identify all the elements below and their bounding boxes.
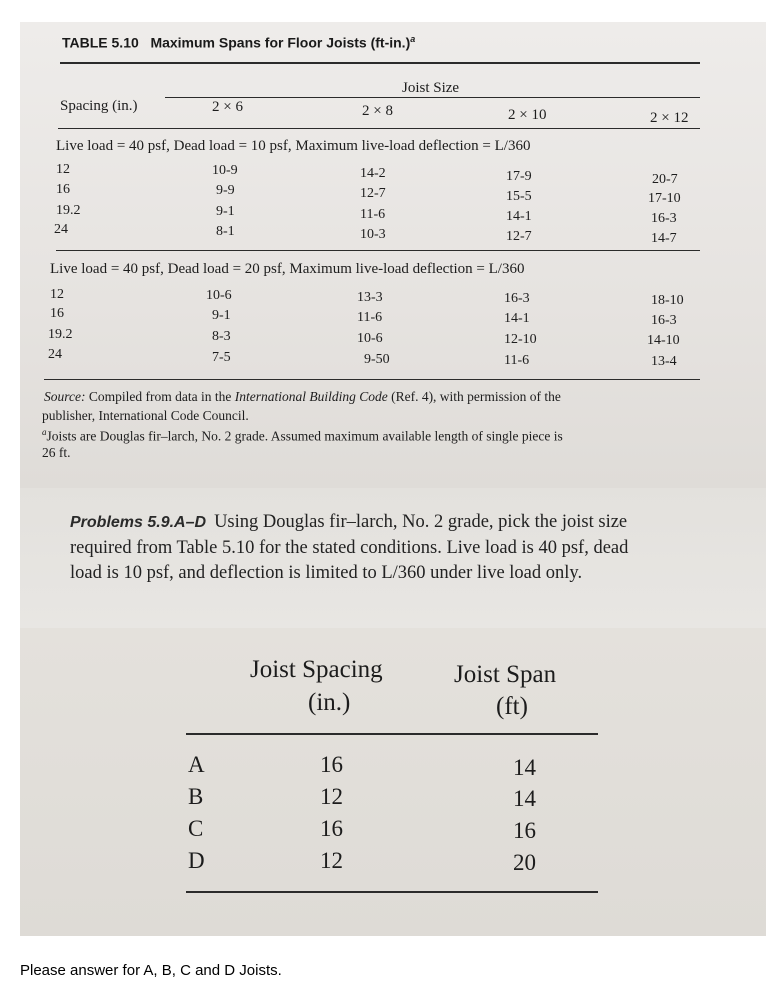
g1-r2-2x12: 17-10 <box>648 191 681 206</box>
g2-r1-2x8: 13-3 <box>357 290 383 305</box>
g1-r3-2x12: 16-3 <box>651 211 677 226</box>
g1-r4-2x10: 12-7 <box>506 229 532 244</box>
table-title <box>62 34 415 51</box>
g2-r3-2x8: 10-6 <box>357 331 383 346</box>
table-top-rule <box>60 62 700 64</box>
g2-r2-spacing: 16 <box>50 306 64 321</box>
g2-r4-2x6: 7-5 <box>212 350 231 365</box>
row-a-span: 14 <box>513 755 536 780</box>
g2-r4-2x8: 9-50 <box>364 352 390 367</box>
source-text-1: Compiled from data in the <box>88 389 232 404</box>
g2-r2-2x8: 11-6 <box>357 310 383 325</box>
g1-r1-2x12: 20-7 <box>652 172 678 187</box>
g2-r2-2x6: 9-1 <box>212 308 231 323</box>
joist-size-header: Joist Size <box>402 80 460 96</box>
joist-span-header: Joist Span <box>454 661 557 688</box>
g1-r4-spacing: 24 <box>54 222 68 237</box>
footnote-mark: a <box>42 427 47 437</box>
g2-r1-2x12: 18-10 <box>651 293 684 308</box>
row-c-spacing: 16 <box>320 816 343 841</box>
problem-line2: required from Table 5.10 for the stated conditions. Live load is 40 psf, dead <box>70 538 629 558</box>
joist-spacing-unit: (in.) <box>308 689 351 716</box>
row-b-spacing: 12 <box>320 784 343 809</box>
group1-heading: Live load = 40 psf, Dead load = 10 psf, Maximum live-load deflection = L/360 <box>56 138 531 154</box>
source-text-2: (Ref. 4), with permission of the <box>391 389 561 404</box>
row-d-span: 20 <box>513 850 536 875</box>
joist-span-unit: (ft) <box>496 693 528 720</box>
g2-r1-2x6: 10-6 <box>206 288 232 303</box>
g1-r1-2x8: 14-2 <box>360 166 386 181</box>
spacing-header: Spacing (in.) <box>60 98 138 114</box>
g1-r3-2x10: 14-1 <box>506 209 532 224</box>
g2-r3-spacing: 19.2 <box>48 327 73 342</box>
g1-r4-2x12: 14-7 <box>651 231 677 246</box>
question-caption: Please answer for A, B, C and D Joists. <box>20 962 282 979</box>
size-2x10-header: 2 × 10 <box>508 107 547 123</box>
g1-r3-2x8: 11-6 <box>360 207 386 222</box>
g1-r2-2x6: 9-9 <box>216 183 235 198</box>
problem-text-1: Using Douglas fir–larch, No. 2 grade, pick the joist size <box>214 512 628 532</box>
row-a-label: A <box>188 752 205 777</box>
group2-heading: Live load = 40 psf, Dead load = 20 psf, Maximum live-load deflection = L/360 <box>50 261 525 277</box>
header-bottom-rule <box>58 128 700 129</box>
g2-r3-2x10: 12-10 <box>504 332 537 347</box>
conditions-photo-section <box>20 628 766 936</box>
table-title-text: Maximum Spans for Floor Joists (ft-in.) <box>150 34 411 51</box>
g2-r2-2x10: 14-1 <box>504 311 530 326</box>
size-2x12-header: 2 × 12 <box>650 110 689 126</box>
g2-r3-2x6: 8-3 <box>212 329 231 344</box>
g1-r2-spacing: 16 <box>56 182 70 197</box>
g1-r3-2x6: 9-1 <box>216 204 235 219</box>
group-divider-rule <box>56 250 700 251</box>
size-2x6-header: 2 × 6 <box>212 99 243 115</box>
conditions-header-rule <box>186 733 598 735</box>
row-c-label: C <box>188 816 204 841</box>
conditions-bottom-rule <box>186 891 598 893</box>
table-title-sup: a <box>410 34 416 44</box>
footnote-text: Joists are Douglas fir–larch, No. 2 grade. Assumed maximum available length of single piece is <box>46 428 563 444</box>
table-number: TABLE 5.10 <box>62 34 139 51</box>
problem-line3: load is 10 psf, and deflection is limited to L/360 under live load only. <box>70 563 583 583</box>
g1-r4-2x8: 10-3 <box>360 227 386 242</box>
table-bottom-rule <box>44 379 700 380</box>
g2-r1-spacing: 12 <box>50 287 64 302</box>
g2-r3-2x12: 14-10 <box>647 333 680 348</box>
g2-r4-2x12: 13-4 <box>651 354 677 369</box>
g2-r4-2x10: 11-6 <box>504 353 530 368</box>
row-d-spacing: 12 <box>320 848 343 873</box>
source-note-line2: publisher, International Code Council. <box>42 408 249 423</box>
textbook-photo <box>20 22 766 936</box>
footnote-line2: 26 ft. <box>42 445 71 460</box>
row-a-spacing: 16 <box>320 752 343 777</box>
g1-r1-2x6: 10-9 <box>212 163 238 178</box>
row-d-label: D <box>188 848 205 873</box>
problem-label: Problems 5.9.A–D <box>70 514 207 531</box>
g1-r4-2x6: 8-1 <box>216 224 235 239</box>
footnote-line1 <box>42 427 563 445</box>
g2-r2-2x12: 16-3 <box>651 313 677 328</box>
source-note-line1 <box>44 389 561 405</box>
source-book-title: International Building Code <box>234 389 388 404</box>
problem-line1 <box>70 512 627 533</box>
row-c-span: 16 <box>513 818 536 843</box>
g2-r4-spacing: 24 <box>48 347 62 362</box>
g1-r3-spacing: 19.2 <box>56 203 81 218</box>
size-2x8-header: 2 × 8 <box>362 103 393 119</box>
g2-r1-2x10: 16-3 <box>504 291 530 306</box>
g1-r1-2x10: 17-9 <box>506 169 532 184</box>
source-label: Source: <box>44 389 86 404</box>
joist-spacing-header: Joist Spacing <box>250 656 383 683</box>
g1-r2-2x10: 15-5 <box>506 189 532 204</box>
g1-r1-spacing: 12 <box>56 162 70 177</box>
row-b-label: B <box>188 784 204 809</box>
g1-r2-2x8: 12-7 <box>360 186 386 201</box>
row-b-span: 14 <box>513 786 536 811</box>
joist-size-rule <box>165 97 700 98</box>
